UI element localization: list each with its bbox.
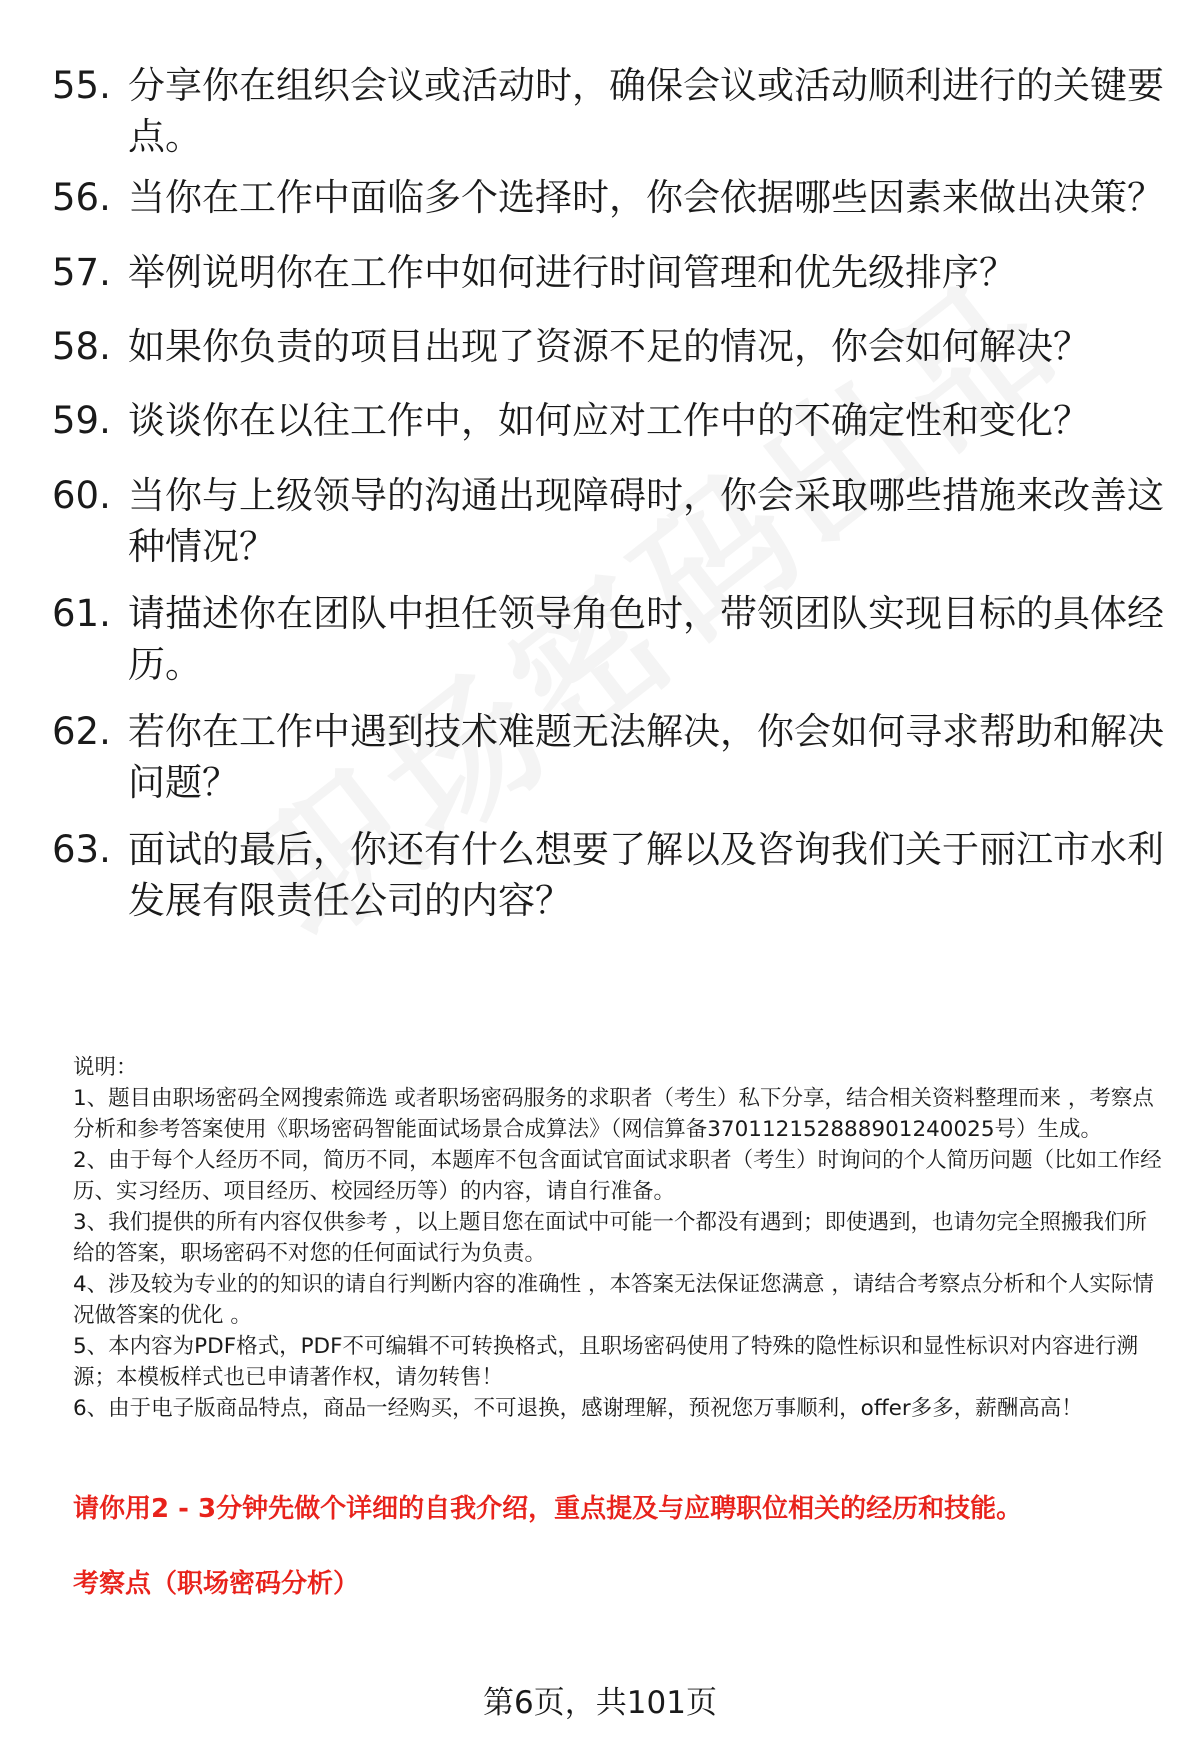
question-text: 谈谈你在以往工作中，如何应对工作中的不确定性和变化？	[128, 399, 1090, 442]
question-text: 请描述你在团队中担任领导角色时，带领团队实现目标的具体经历。	[128, 592, 1164, 686]
note-item: 4、涉及较为专业的的知识的请自行判断内容的准确性 ，本答案无法保证您满意 ，请结合考察点分析和个人实际情况做答案的优化 。	[73, 1272, 1154, 1328]
question-number: 56.	[52, 176, 111, 219]
notes-heading: 说明：	[73, 1055, 138, 1080]
question-text: 当你在工作中面临多个选择时，你会依据哪些因素来做出决策？	[128, 176, 1164, 219]
note-item: 2、由于每个人经历不同，简历不同，本题库不包含面试官面试求职者（考生）时询问的个人简历问题（比如工作经历、实习经历、项目经历、校园经历等）的内容，请自行准备。	[73, 1148, 1162, 1204]
question-number: 60.	[52, 474, 111, 517]
question-number: 59.	[52, 399, 111, 442]
question-text: 举例说明你在工作中如何进行时间管理和优先级排序？	[128, 251, 1016, 294]
question-text: 分享你在组织会议或活动时，确保会议或活动顺利进行的关键要点。	[128, 64, 1164, 158]
note-item: 6、由于电子版商品特点，商品一经购买，不可退换，感谢理解，预祝您万事顺利，offer多多，薪酬高高！	[73, 1396, 1083, 1421]
question-number: 62.	[52, 710, 111, 753]
question-text: 当你与上级领导的沟通出现障碍时，你会采取哪些措施来改善这种情况？	[128, 474, 1164, 568]
analysis-heading: 考察点（职场密码分析）	[73, 1569, 360, 1599]
intro-question: 请你用2 - 3分钟先做个详细的自我介绍，重点提及与应聘职位相关的经历和技能。	[73, 1494, 1023, 1524]
note-item: 1、题目由职场密码全网搜索筛选 或者职场密码服务的求职者（考生）私下分享，结合相关资料整理而来 ，考察点分析和参考答案使用《职场密码智能面试场景合成算法》（网信算备370112152888901240025号）生成。	[73, 1086, 1154, 1142]
question-text: 如果你负责的项目出现了资源不足的情况，你会如何解决？	[128, 325, 1090, 368]
note-item: 3、我们提供的所有内容仅供参考 ，以上题目您在面试中可能一个都没有遇到；即使遇到，也请勿完全照搬我们所给的答案，职场密码不对您的任何面试行为负责。	[73, 1210, 1148, 1266]
note-item: 5、本内容为PDF格式，PDF不可编辑不可转换格式，且职场密码使用了特殊的隐性标识和显性标识对内容进行溯源；本模板样式也已申请著作权，请勿转售！	[73, 1334, 1138, 1390]
page-number: 第6页，共101页	[483, 1685, 717, 1721]
question-number: 61.	[52, 592, 111, 635]
question-number: 55.	[52, 64, 111, 107]
question-text: 面试的最后，你还有什么想要了解以及咨询我们关于丽江市水利发展有限责任公司的内容？	[128, 828, 1164, 922]
question-text: 若你在工作中遇到技术难题无法解决，你会如何寻求帮助和解决问题？	[128, 710, 1164, 804]
question-number: 58.	[52, 325, 111, 368]
disclaimer-notes	[73, 1052, 1163, 1424]
question-number: 57.	[52, 251, 111, 294]
question-number: 63.	[52, 828, 111, 871]
